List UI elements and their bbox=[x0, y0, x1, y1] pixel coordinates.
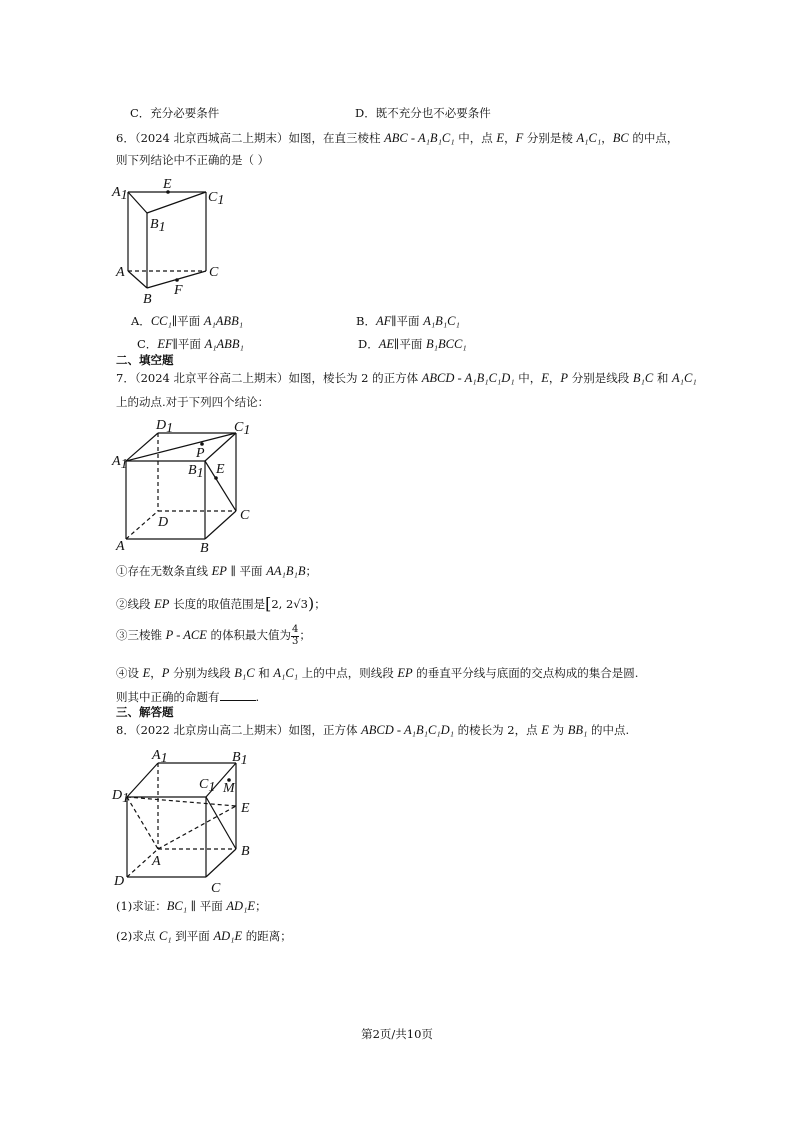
q7-range: 2, 2√3 bbox=[271, 597, 308, 611]
q7-statement-2: ②线段 EP 长度的取值范围是[2, 2√3)； bbox=[116, 594, 326, 613]
fig7-label-b1: B1 bbox=[188, 463, 204, 481]
q8-part-1: (1)求证：BC₁ ∥ 平面 AD₁E； bbox=[116, 899, 267, 913]
q7-question: 则其中正确的命题有 . bbox=[116, 690, 260, 704]
fig6-label-a: A bbox=[116, 265, 125, 280]
fig8-label-c: C bbox=[211, 881, 221, 896]
fig7-label-a: A bbox=[116, 539, 125, 554]
fig6-label-c: C bbox=[209, 265, 219, 280]
q7-stem-line2: 上的动点.对于下列四个结论： bbox=[116, 395, 270, 409]
q5-option-d: D．既不充分也不必要条件 bbox=[355, 106, 491, 120]
fig7-label-p: P bbox=[196, 446, 205, 461]
fig6-label-c1: C1 bbox=[208, 190, 225, 208]
q6-option-a: A．CC₁∥平面 A₁ABB₁ bbox=[131, 314, 244, 328]
q5-option-c: C．充分必要条件 bbox=[130, 106, 220, 120]
fig7-label-b: B bbox=[200, 541, 209, 556]
fig7-label-a1: A1 bbox=[112, 454, 128, 472]
fig7-label-e: E bbox=[216, 462, 225, 477]
q6-option-c: C．EF∥平面 A₁ABB₁ bbox=[137, 337, 244, 351]
fig7-label-d1: D1 bbox=[156, 418, 174, 436]
page-number: 第2页/共10页 bbox=[361, 1027, 433, 1041]
q7-statement-4: ④设 E，P 分别为线段 B₁C 和 A₁C₁ 上的中点，则线段 EP 的垂直平分线与底面的交点构成的集合是圆. bbox=[116, 666, 639, 680]
q7-statement-3: ③三棱锥 P - ACE 的体积最大值为 $\frac{4}{3}$ ； bbox=[116, 624, 311, 647]
fig8-label-c1: C1 bbox=[199, 777, 216, 795]
q6-option-b: B．AF∥平面 A₁B₁C₁ bbox=[356, 314, 460, 328]
q8-cube-figure bbox=[110, 742, 265, 897]
fig7-label-d: D bbox=[158, 515, 169, 530]
fig6-label-e: E bbox=[163, 177, 172, 192]
fig8-label-a1: A1 bbox=[152, 748, 168, 766]
fig6-label-b1: B1 bbox=[150, 217, 166, 235]
fig6-label-b: B bbox=[143, 292, 152, 307]
answer-blank[interactable] bbox=[220, 690, 256, 701]
fig6-label-a1: A1 bbox=[112, 185, 128, 203]
section-fill-in: 二、填空题 bbox=[116, 353, 174, 367]
q8-stem: 8．（2022 北京房山高二上期末）如图，正方体 ABCD - A₁B₁C₁D₁ 的棱长为 2，点 E 为 BB₁ 的中点. bbox=[116, 723, 630, 737]
fig8-label-e: E bbox=[241, 801, 250, 816]
fig8-label-d: D bbox=[114, 874, 125, 889]
q6-stem-line2: 则下列结论中不正确的是（ ） bbox=[116, 153, 270, 167]
q6-prism: ABC - A₁B₁C₁ bbox=[384, 131, 455, 145]
fig8-label-a: A bbox=[152, 854, 161, 869]
q7-fraction: $\frac{4}{3}$ bbox=[292, 624, 299, 647]
fig7-label-c1: C1 bbox=[234, 420, 251, 438]
fig6-label-f: F bbox=[174, 283, 183, 298]
q7-stem-line1: 7．（2024 北京平谷高二上期末）如图，棱长为 2 的正方体 ABCD - A₁B₁C₁D₁ 中，E，P 分别是线段 B₁C 和 A₁C₁ bbox=[116, 371, 697, 385]
fig8-label-m: M bbox=[223, 781, 235, 796]
q8-part-2: (2)求点 C₁ 到平面 AD₁E 的距离； bbox=[116, 929, 292, 943]
fig7-label-c: C bbox=[240, 508, 250, 523]
q7-cube-figure bbox=[110, 415, 260, 560]
fig8-label-d1: D1 bbox=[112, 788, 130, 806]
q6-option-d: D．AE∥平面 B₁BCC₁ bbox=[358, 337, 467, 351]
q6-stem-line1: 6．（2024 北京西城高二上期末）如图，在直三棱柱 ABC - A₁B₁C₁ 中，点 E，F 分别是棱 A₁C₁，BC 的中点， bbox=[116, 131, 679, 145]
fig8-label-b1: B1 bbox=[232, 750, 248, 768]
section-solutions: 三、解答题 bbox=[116, 705, 174, 719]
q7-statement-1: ①存在无数条直线 EP ∥ 平面 AA₁B₁B； bbox=[116, 564, 317, 578]
q6-prism-figure bbox=[110, 175, 230, 310]
fig8-label-b: B bbox=[241, 844, 250, 859]
